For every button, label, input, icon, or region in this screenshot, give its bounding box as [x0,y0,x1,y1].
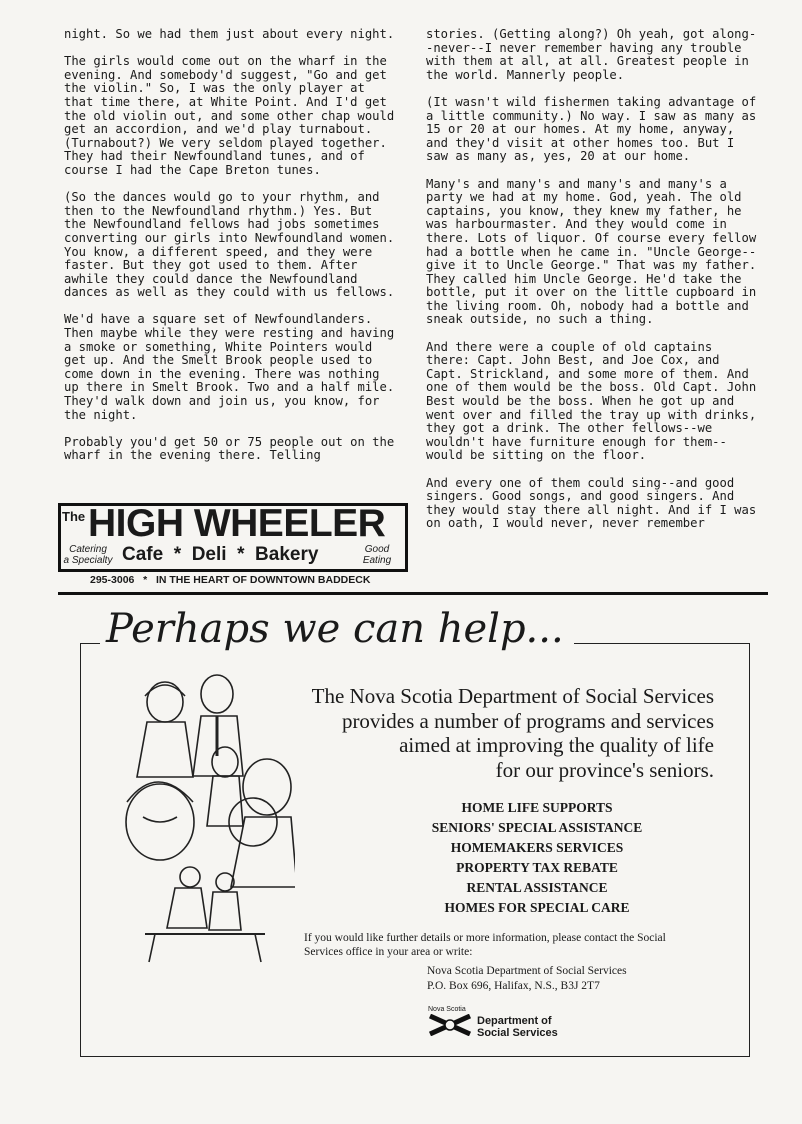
article-paragraph: stories. (Getting along?) Oh yeah, got along--never--I never remember having any trouble with them at all, at all. Greatest people in the world. Mannerly people. [426,27,757,82]
logo-line: Department of [477,1015,552,1027]
program-item: HOME LIFE SUPPORTS [461,800,613,815]
seniors-illustration [105,672,295,972]
ad-intro [300,684,714,782]
ad-left-tagline [60,544,116,566]
ad-tagline-line: Good [364,544,390,555]
ad-tagline-line: a Specialty [63,555,113,566]
article-column-right [426,28,761,545]
logo-line: Social Services [477,1027,558,1039]
program-item: HOMEMAKERS SERVICES [450,840,624,855]
programs-list [410,798,664,918]
program-item: PROPERTY TAX REBATE [456,860,618,875]
section-divider [58,592,768,595]
ad-headline: Perhaps we can help... [100,606,574,652]
logo-province: Nova Scotia [428,1006,466,1013]
article-paragraph: The girls would come out on the wharf in the evening. And somebody'd suggest, "Go and get the violin." So, I was the only player at that time there, at White Point. And I'd get the old violin out, and some other chap would get an accordion, and we'd play turnabout. (Turnabout?) We very seldom played together. They had their Newfoundland tunes, and of course I had the Cape Breton tunes. [64,54,395,177]
mailing-address [427,964,727,993]
ad-offerings: Cafe * Deli * Bakery [122,544,319,565]
address-line: Nova Scotia Department of Social Services [427,965,627,977]
ad-right-tagline [354,544,400,566]
article-paragraph: And every one of them could sing--and good singers. Good songs, and good singers. And they would stay there all night. And if I was on oath, I would never, never remember [426,475,757,531]
contact-instructions [304,932,724,959]
contact-line: Services office in your area or write: [304,945,473,958]
program-item: RENTAL ASSISTANCE [466,880,608,895]
logo-department-name [477,1015,558,1039]
intro-line: provides a number of programs and services [341,708,714,733]
department-logo [428,1006,588,1040]
address-line: P.O. Box 696, Halifax, N.S., B3J 2T7 [427,979,600,992]
article-paragraph: And there were a couple of old captains there: Capt. John Best, and Joe Cox, and Capt. Strickland, and some more of them. And one of them would be the boss. Old Capt. John Best would be the boss. When he got up and went over and filled the tray up with drinks, they got a drink. The other fellows--we wouldn't have furniture enough for them--would be sitting on the floor. [426,339,757,463]
article-paragraph: We'd have a square set of Newfoundlanders. Then maybe while they were resting and having a smoke or something, White Pointers would get up. And the Smelt Brook people used to come down in the evening. There was nothing up there in Smelt Brook. Two and a half mile. They'd walk down and join us, you know, for the night. [64,312,395,422]
contact-line: If you would like further details or more information, please contact the Social [304,932,666,944]
ad-business-name: HIGH WHEELER [88,502,386,545]
article-paragraph: Many's and many's and many's and many's a party we had at my home. God, yeah. The old captains, you know, they knew my father, he was harbourmaster. And they would come in there. Lots of liquor. Of course every fellow had a bottle when he came in. "Uncle George--give it to Uncle George." That was my father. They called him Uncle George. He'd take the bottle, put it over on the little cupboard in the living room. Oh, nobody had a bottle and sneak outside, no such a thing. [426,176,757,327]
article-paragraph: Probably you'd get 50 or 75 people out on the wharf in the evening there. Telling [64,434,395,463]
ad-tagline-line: Catering [69,544,107,555]
intro-line: aimed at improving the quality of life [399,733,714,757]
program-item: SENIORS' SPECIAL ASSISTANCE [431,820,643,835]
program-item: HOMES FOR SPECIAL CARE [444,900,630,915]
article-paragraph: (So the dances would go to your rhythm, and then to the Newfoundland rhythm.) Yes. But the Newfoundland fellows had jobs sometimes converting our girls into Newfoundland women. You know, a different speed, and they were faster. But they got used to them. After awhile they could dance the Newfoundland dances as well as they could with us fellows. [64,190,395,300]
intro-line: for our province's seniors. [495,757,714,782]
ad-contact-line: 295-3006 * IN THE HEART OF DOWNTOWN BADDECK [90,574,371,586]
article-column-left [64,28,399,477]
nova-scotia-saltire-icon [428,1014,472,1036]
article-paragraph: night. So we had them just about every night. [64,27,395,41]
intro-line: The Nova Scotia Department of Social Services [311,684,714,708]
high-wheeler-ad [58,503,412,589]
article-paragraph: (It wasn't wild fishermen taking advantage of a little community.) No way. I saw as many as 15 or 20 at our homes. At my home, anyway, and they'd visit at other homes too. But I saw as many as, yes, 20 at our home. [426,94,757,164]
ad-tagline-line: Eating [362,555,392,566]
ad-prefix: The [62,509,86,524]
